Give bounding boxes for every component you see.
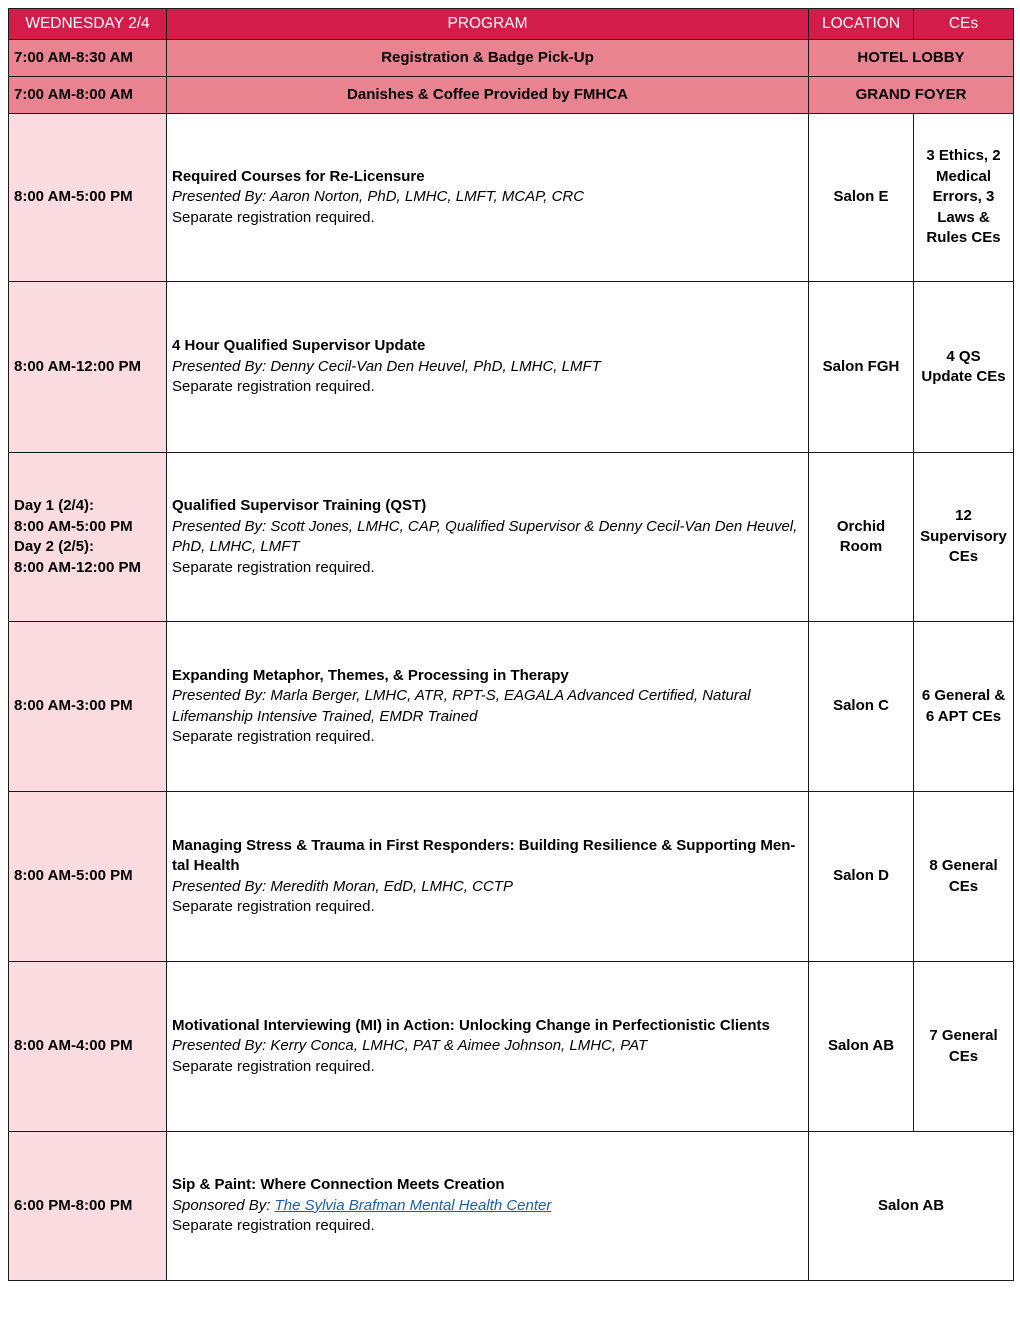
sponsor-prefix: Sponsored By:: [172, 1196, 275, 1214]
session-time-line: Day 2 (2/5):: [14, 538, 95, 555]
session-title: Qualified Supervisor Training (QST): [172, 497, 427, 514]
sponsor-link[interactable]: The Sylvia Brafman Mental Health Center: [274, 1196, 552, 1214]
band-location: HOTEL LOBBY: [809, 40, 1014, 77]
session-location: Salon FGH: [809, 282, 914, 453]
session-time-line: 8:00 AM-5:00 PM: [14, 517, 133, 535]
session-note: Separate registration required.: [172, 558, 375, 576]
session-program: [167, 1132, 809, 1281]
session-time: 6:00 PM-8:00 PM: [9, 1132, 167, 1281]
session-note: Separate registration required.: [172, 378, 375, 396]
session-location: Salon AB: [809, 1132, 1014, 1281]
session-ces: 12 Supervisory CEs: [914, 453, 1014, 622]
location-header: LOCATION: [809, 9, 914, 40]
session-time: 8:00 AM-5:00 PM: [9, 114, 167, 282]
coffee-row: [9, 77, 1014, 114]
session-row: [9, 792, 1014, 962]
session-row: [9, 622, 1014, 792]
program-header: PROGRAM: [167, 9, 809, 40]
session-program: [167, 114, 809, 282]
band-location: GRAND FOYER: [809, 77, 1014, 114]
session-program: [167, 282, 809, 453]
session-time: 8:00 AM-5:00 PM: [9, 792, 167, 962]
session-title: Sip & Paint: Where Connection Meets Creation: [172, 1176, 505, 1194]
band-time: 7:00 AM-8:30 AM: [9, 40, 167, 77]
session-note: Separate registration required.: [172, 208, 375, 226]
session-time: 8:00 AM-12:00 PM: [9, 282, 167, 453]
session-location: Salon C: [809, 622, 914, 792]
session-time: 8:00 AM-3:00 PM: [9, 622, 167, 792]
session-note: Separate registration required.: [172, 1217, 375, 1235]
ces-header: CEs: [914, 9, 1014, 40]
session-title: Managing Stress & Trauma in First Responders: Building Resilience & Supporting Men-tal Health: [172, 836, 796, 874]
session-title: 4 Hour Qualified Supervisor Update: [172, 337, 426, 355]
session-location: Salon AB: [809, 962, 914, 1132]
session-time-line: 8:00 AM-12:00 PM: [14, 558, 141, 576]
schedule-table: [8, 8, 1014, 1281]
session-ces: 8 General CEs: [914, 792, 1014, 962]
session-sponsor: [172, 1196, 803, 1217]
session-row: [9, 453, 1014, 622]
session-location: Salon D: [809, 792, 914, 962]
session-note: Separate registration required.: [172, 898, 375, 915]
band-program: Registration & Badge Pick-Up: [167, 40, 809, 77]
session-note: Separate registration required.: [172, 728, 375, 745]
session-row: [9, 282, 1014, 453]
session-ces: 6 General & 6 APT CEs: [914, 622, 1014, 792]
band-time: 7:00 AM-8:00 AM: [9, 77, 167, 114]
header-row: [9, 9, 1014, 40]
session-title: Motivational Interviewing (MI) in Action: Unlocking Change in Perfectionistic Clients: [172, 1016, 770, 1034]
session-ces: 7 General CEs: [914, 962, 1014, 1132]
session-presenter: Presented By: Marla Berger, LMHC, ATR, RPT-S, EAGALA Advanced Certified, Natural Lifemanship Intensive Trained, EMDR Trained: [172, 687, 751, 725]
session-note: Separate registration required.: [172, 1057, 375, 1075]
registration-row: [9, 40, 1014, 77]
session-time-line: Day 1 (2/4):: [14, 497, 95, 514]
session-presenter: Presented By: Aaron Norton, PhD, LMHC, LMFT, MCAP, CRC: [172, 188, 585, 206]
session-program: [167, 453, 809, 622]
session-program: [167, 962, 809, 1132]
session-presenter: Presented By: Meredith Moran, EdD, LMHC, CCTP: [172, 877, 513, 895]
session-title: Required Courses for Re-Licensure: [172, 167, 425, 185]
session-presenter: Presented By: Scott Jones, LMHC, CAP, Qualified Supervisor & Denny Cecil-Van Den Heuvel, PhD, LMHC, LMFT: [172, 517, 798, 555]
session-row: [9, 1132, 1014, 1281]
session-program: [167, 792, 809, 962]
session-time: [9, 453, 167, 622]
session-row: [9, 962, 1014, 1132]
session-ces: 3 Ethics, 2 Medical Errors, 3 Laws & Rules CEs: [914, 114, 1014, 282]
session-ces: 4 QS Update CEs: [914, 282, 1014, 453]
session-time: 8:00 AM-4:00 PM: [9, 962, 167, 1132]
day-header: WEDNESDAY 2/4: [9, 9, 167, 40]
session-presenter: Presented By: Kerry Conca, LMHC, PAT & Aimee Johnson, LMHC, PAT: [172, 1037, 648, 1055]
session-location: Salon E: [809, 114, 914, 282]
session-program: [167, 622, 809, 792]
session-location: Orchid Room: [809, 453, 914, 622]
band-program: Danishes & Coffee Provided by FMHCA: [167, 77, 809, 114]
session-title: Expanding Metaphor, Themes, & Processing in Therapy: [172, 666, 569, 684]
session-row: [9, 114, 1014, 282]
session-presenter: Presented By: Denny Cecil-Van Den Heuvel, PhD, LMHC, LMFT: [172, 357, 601, 375]
